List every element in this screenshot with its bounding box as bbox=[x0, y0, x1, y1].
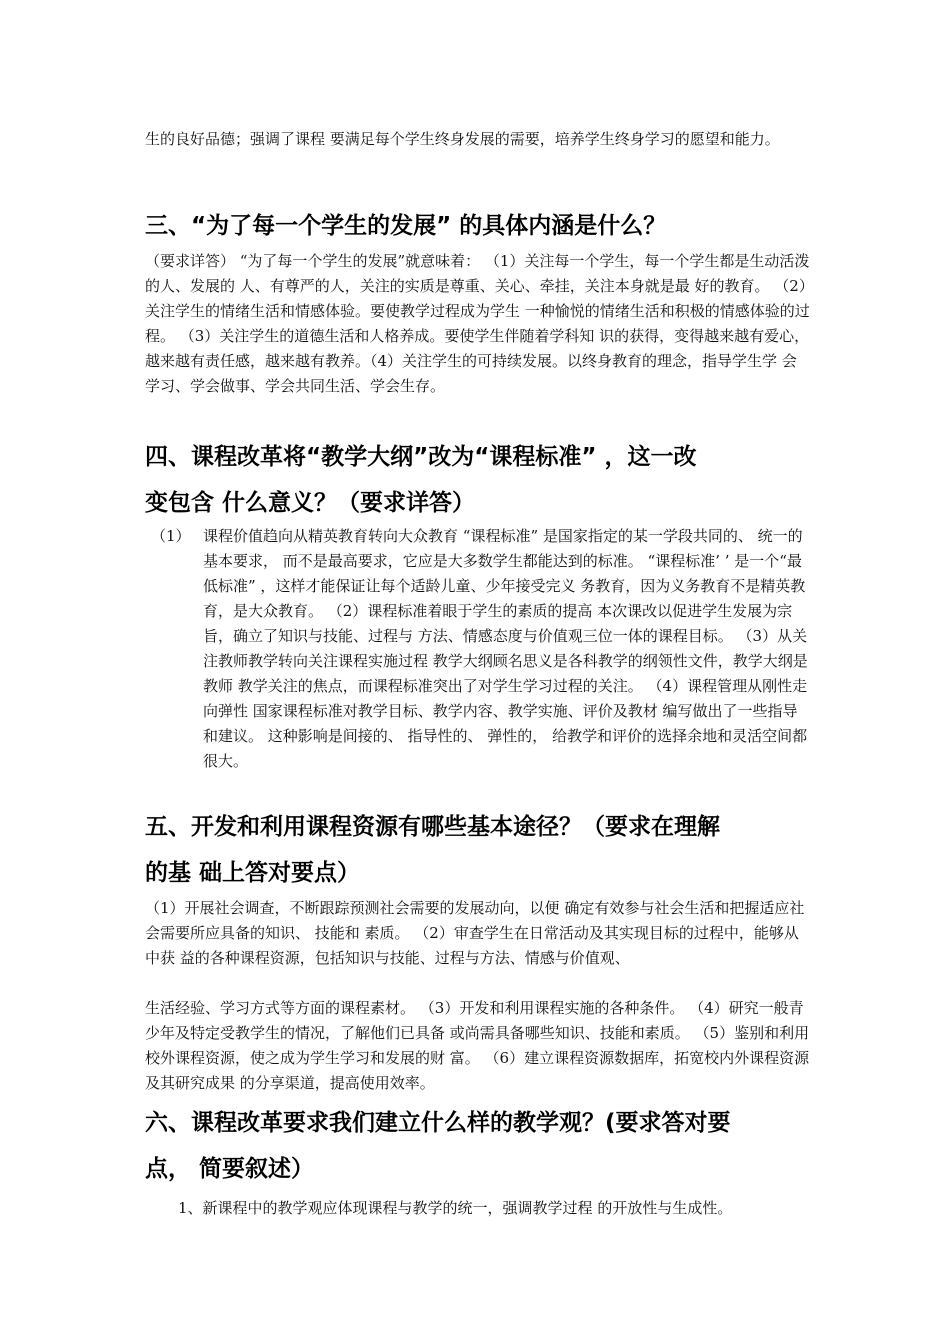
section4-list-item bbox=[145, 524, 810, 774]
section5-heading-line1: 五、开发和利用课程资源有哪些基本途径？（要求在理解 bbox=[145, 814, 720, 840]
section5-body-part1: （1）开展社会调查，不断跟踪预测社会需要的发展动向，以便 确定有效参与社会生活和把握适应社会需要所应具备的知识、 技能和 素质。 （2）审查学生在日常活动及其实现目标的过程中，能够从中获 益的各种课程资源，包括知识与技能、过程与方法、情感与价值观、 bbox=[145, 899, 805, 967]
section4-heading-line2: 变包含 什么意义？（要求详答） bbox=[145, 490, 476, 516]
section5-body-part2: 生活经验、学习方式等方面的课程素材。 （3）开发和利用课程实施的各种条件。 （4）研究一般青少年及特定受教学生的情况，了解他们已具备 或尚需具备哪些知识、技能和素质。 （5）鉴别和利用校外课程资源，使之成为学生学习和发展的财 富。 （6）建立课程资源数据库，拓宽校内外课程资源及其研究成果 的分享渠道，提高使用效率。 bbox=[145, 999, 810, 1092]
intro-paragraph: 生的良好品德；强调了课程 要满足每个学生终身发展的需要，培养学生终身学习的愿望和能力。 bbox=[145, 130, 780, 148]
section4-body: 课程价值趋向从精英教育转向大众教育 “课程标准” 是国家指定的某一学段共同的、 统一的基本要求， 而不是最高要求，它应是大多数学生都能达到的标准。 “课程标准’ ’ 是一个“最低标准” ，这样才能保证让每个适龄儿童、少年接受完义 务教育，因为义务教育不是精英教育，是大众教育。 （2）课程标准着眼于学生的素质的提高 本次课改以促进学生发展为宗旨，确立了知识与技能、过程与 方法、情感态度与价值观三位一体的课程目标。 （3）从关注教师教学转向关注课程实施过程 教学大纲顾名思义是各科教学的纲领性文件，教学大纲是教师 教学关注的焦点，而课程标准突出了对学生学习过程的关注。 （4）课程管理从刚性走向弹性 国家课程标准对教学目标、教学内容、教学实施、评价及教材 编写做出了一些指导和建议。 这种影响是间接的、 指导性的、 弹性的， 给教学和评价的选择余地和灵活空间都很大。 bbox=[203, 527, 808, 770]
section6-heading bbox=[145, 1100, 810, 1192]
section4-heading-line1: 四、课程改革将“教学大纲”改为“课程标准” ，这一改 bbox=[145, 444, 697, 470]
section6-heading-line1: 六、课程改革要求我们建立什么样的教学观？(要求答对要 bbox=[145, 1110, 731, 1136]
section3-heading-text: 三、“为了每一个学生的发展” 的具体内涵是什么？ bbox=[145, 213, 667, 239]
section4-heading bbox=[145, 434, 810, 526]
section5-heading-line2: 的基 础上答对要点） bbox=[145, 860, 361, 886]
list-item-number: （1） bbox=[151, 527, 191, 545]
section6-heading-line2: 点， 简要叙述） bbox=[145, 1156, 315, 1182]
section6-item-1: 1、新课程中的教学观应体现课程与教学的统一，强调教学过程 的开放性与生成性。 bbox=[178, 1199, 733, 1217]
section3-body: （要求详答） “为了每一个学生的发展”就意味着： （1）关注每一个学生，每一个学生都是生动活泼的人、发展的 人、有尊严的人，关注的实质是尊重、关心、牵挂，关注本身就是最 好的教育。 （2）关注学生的情绪生活和情感体验。要使教学过程成为学生 一种愉悦的情绪生活和积极的情感体验的过程。 （3）关注学生的道德生活和人格养成。要使学生伴随着学科知 识的获得，变得越来越有爱心，越来越有责任感，越来越有教养。（4）关注学生的可持续发展。以终身教育的理念，指导学生学 会学习、学会做事、学会共同生活、学会生存。 bbox=[145, 252, 810, 395]
section5-heading bbox=[145, 804, 810, 896]
section3-heading bbox=[145, 210, 810, 242]
